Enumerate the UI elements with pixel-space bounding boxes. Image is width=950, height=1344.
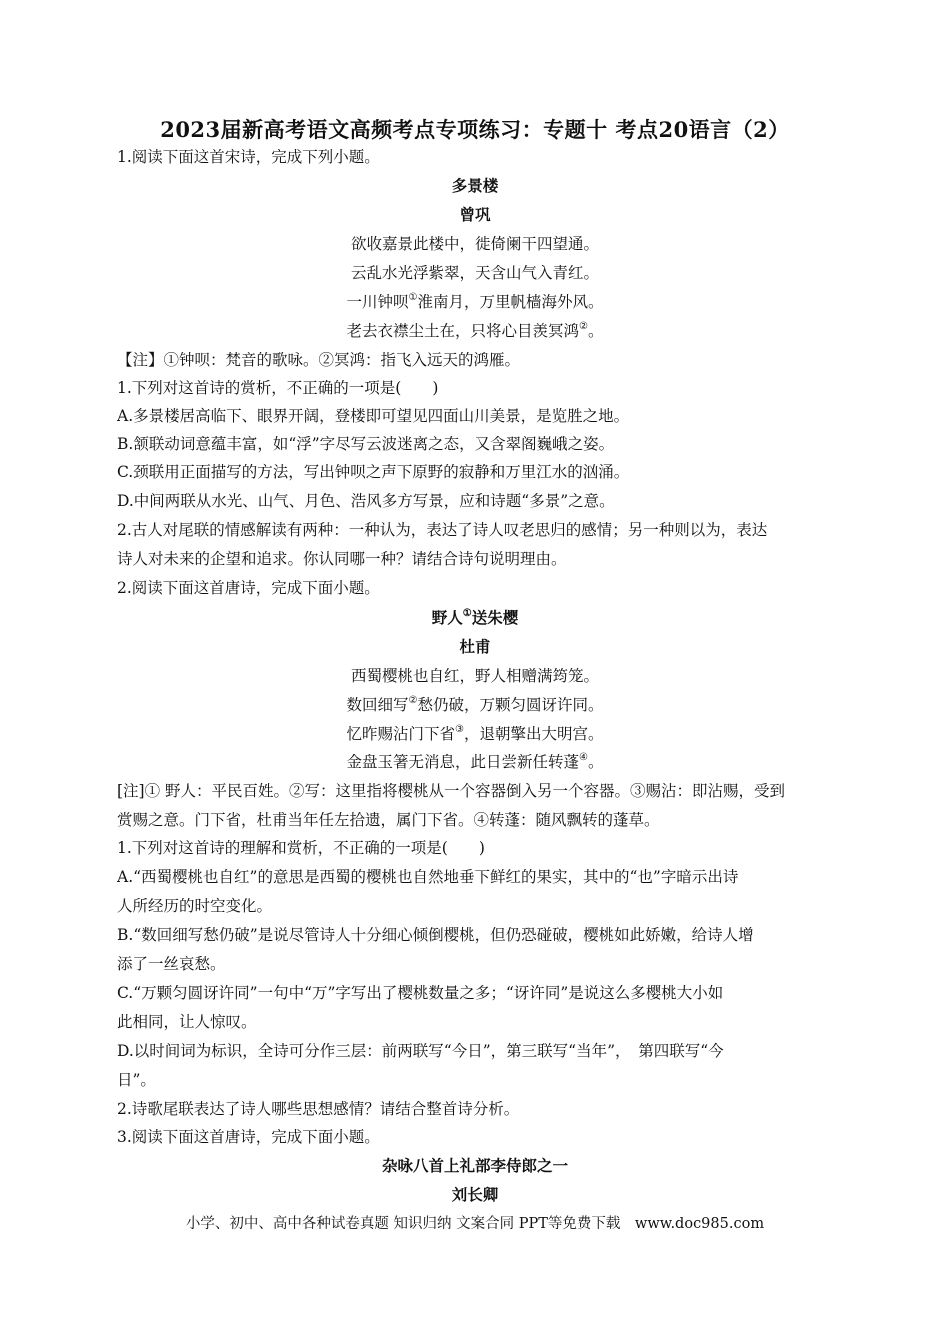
- section1-option-b: B.颔联动词意蕴丰富，如“浮”字尽写云波迷离之态，又含翠阁巍峨之姿。: [117, 435, 615, 453]
- section1-question-2-line-2: 诗人对未来的企望和追求。你认同哪一种？请结合诗句说明理由。: [117, 550, 567, 568]
- section1-option-a: A.多景楼居高临下、眼界开阔，登楼即可望见四面山川美景，是览胜之地。: [117, 407, 630, 425]
- section1-question-1: 1.下列对这首诗的赏析，不正确的一项是( ): [117, 379, 439, 397]
- poem2-note-line-2: 赏赐之意。门下省，杜甫当年任左拾遗，属门下省。④转蓬：随风飘转的蓬草。: [117, 811, 660, 829]
- section2-question-2: 2.诗歌尾联表达了诗人哪些思想感情？请结合整首诗分析。: [117, 1100, 520, 1118]
- section2-option-a-line-2: 人所经历的时空变化。: [117, 897, 273, 915]
- poem1-title: 多景楼: [451, 176, 499, 195]
- page-footer: 小学、初中、高中各种试卷真题 知识归纳 文案合同 PPT等免费下载 www.doc985.com: [185, 1216, 765, 1232]
- section2-option-d-line-2: 日”。: [117, 1071, 156, 1089]
- section2-option-b-line-1: B.“数回细写愁仍破”是说尽管诗人十分细心倾倒樱桃，但仍恐碰破，樱桃如此娇嫩，给诗人增: [117, 926, 754, 944]
- poem3-title: 杂咏八首上礼部李侍郎之一: [381, 1156, 568, 1175]
- poem1-note: 【注】①钟呗：梵音的歌咏。②冥鸿：指飞入远天的鸿雁。: [117, 351, 521, 369]
- section2-option-c-line-1: C.“万颗匀圆讶许同”一句中“万”字写出了樱桃数量之多；“讶许同”是说这么多樱桃大小如: [117, 984, 724, 1002]
- poem1-line-4: 老去衣襟尘土在，只将心目羡冥鸿②。: [346, 321, 604, 340]
- poem2-line-1: 西蜀樱桃也自红，野人相赠满筠笼。: [350, 667, 599, 685]
- poem2-line-2: 数回细写②愁仍破，万颗匀圆讶许同。: [346, 695, 604, 714]
- section2-intro: 2.阅读下面这首唐诗，完成下面小题。: [117, 579, 380, 597]
- section2-option-b-line-2: 添了一丝哀愁。: [117, 955, 226, 973]
- section1-option-c: C.颈联用正面描写的方法，写出钟呗之声下原野的寂静和万里江水的汹涌。: [117, 463, 630, 481]
- poem2-line-4: 金盘玉箸无消息，此日尝新任转蓬④。: [346, 752, 604, 771]
- section2-option-d-line-1: D.以时间词为标识，全诗可分作三层：前两联写“今日”，第三联写“当年”， 第四联写“今: [117, 1042, 724, 1060]
- poem2-author: 杜甫: [459, 637, 491, 656]
- poem1-line-3: 一川钟呗①淮南月，万里帆樯海外风。: [346, 292, 604, 311]
- poem3-author: 刘长卿: [451, 1185, 499, 1204]
- section1-question-2-line-1: 2.古人对尾联的情感解读有两种：一种认为，表达了诗人叹老思归的感情；另一种则以为，表达: [117, 521, 768, 539]
- section3-intro: 3.阅读下面这首唐诗，完成下面小题。: [117, 1128, 380, 1146]
- poem2-line-3: 忆昨赐沾门下省③，退朝擎出大明宫。: [346, 724, 604, 743]
- section1-intro: 1.阅读下面这首宋诗，完成下列小题。: [117, 148, 380, 166]
- section2-option-a-line-1: A.“西蜀樱桃也自红”的意思是西蜀的樱桃也自然地垂下鲜红的果实，其中的“也”字暗示出诗: [117, 868, 739, 886]
- section1-option-d: D.中间两联从水光、山气、月色、浩风多方写景，应和诗题“多景”之意。: [117, 492, 615, 510]
- section2-option-c-line-2: 此相同，让人惊叹。: [117, 1013, 257, 1031]
- poem2-title: 野人①送朱樱: [431, 608, 519, 627]
- poem2-note-line-1: [注]① 野人：平民百姓。②写：这里指将樱桃从一个容器倒入另一个容器。③赐沾：即沾赐，受到: [117, 782, 786, 800]
- poem1-author: 曾巩: [459, 205, 491, 224]
- poem1-line-1: 欲收嘉景此楼中，徙倚阑干四望通。: [350, 235, 599, 253]
- document-title: 2023届新高考语文高频考点专项练习：专题十 考点20语言（2）: [160, 117, 790, 142]
- section2-question-1: 1.下列对这首诗的理解和赏析，不正确的一项是( ): [117, 839, 485, 857]
- poem1-line-2: 云乱水光浮紫翠，天含山气入青红。: [350, 264, 599, 282]
